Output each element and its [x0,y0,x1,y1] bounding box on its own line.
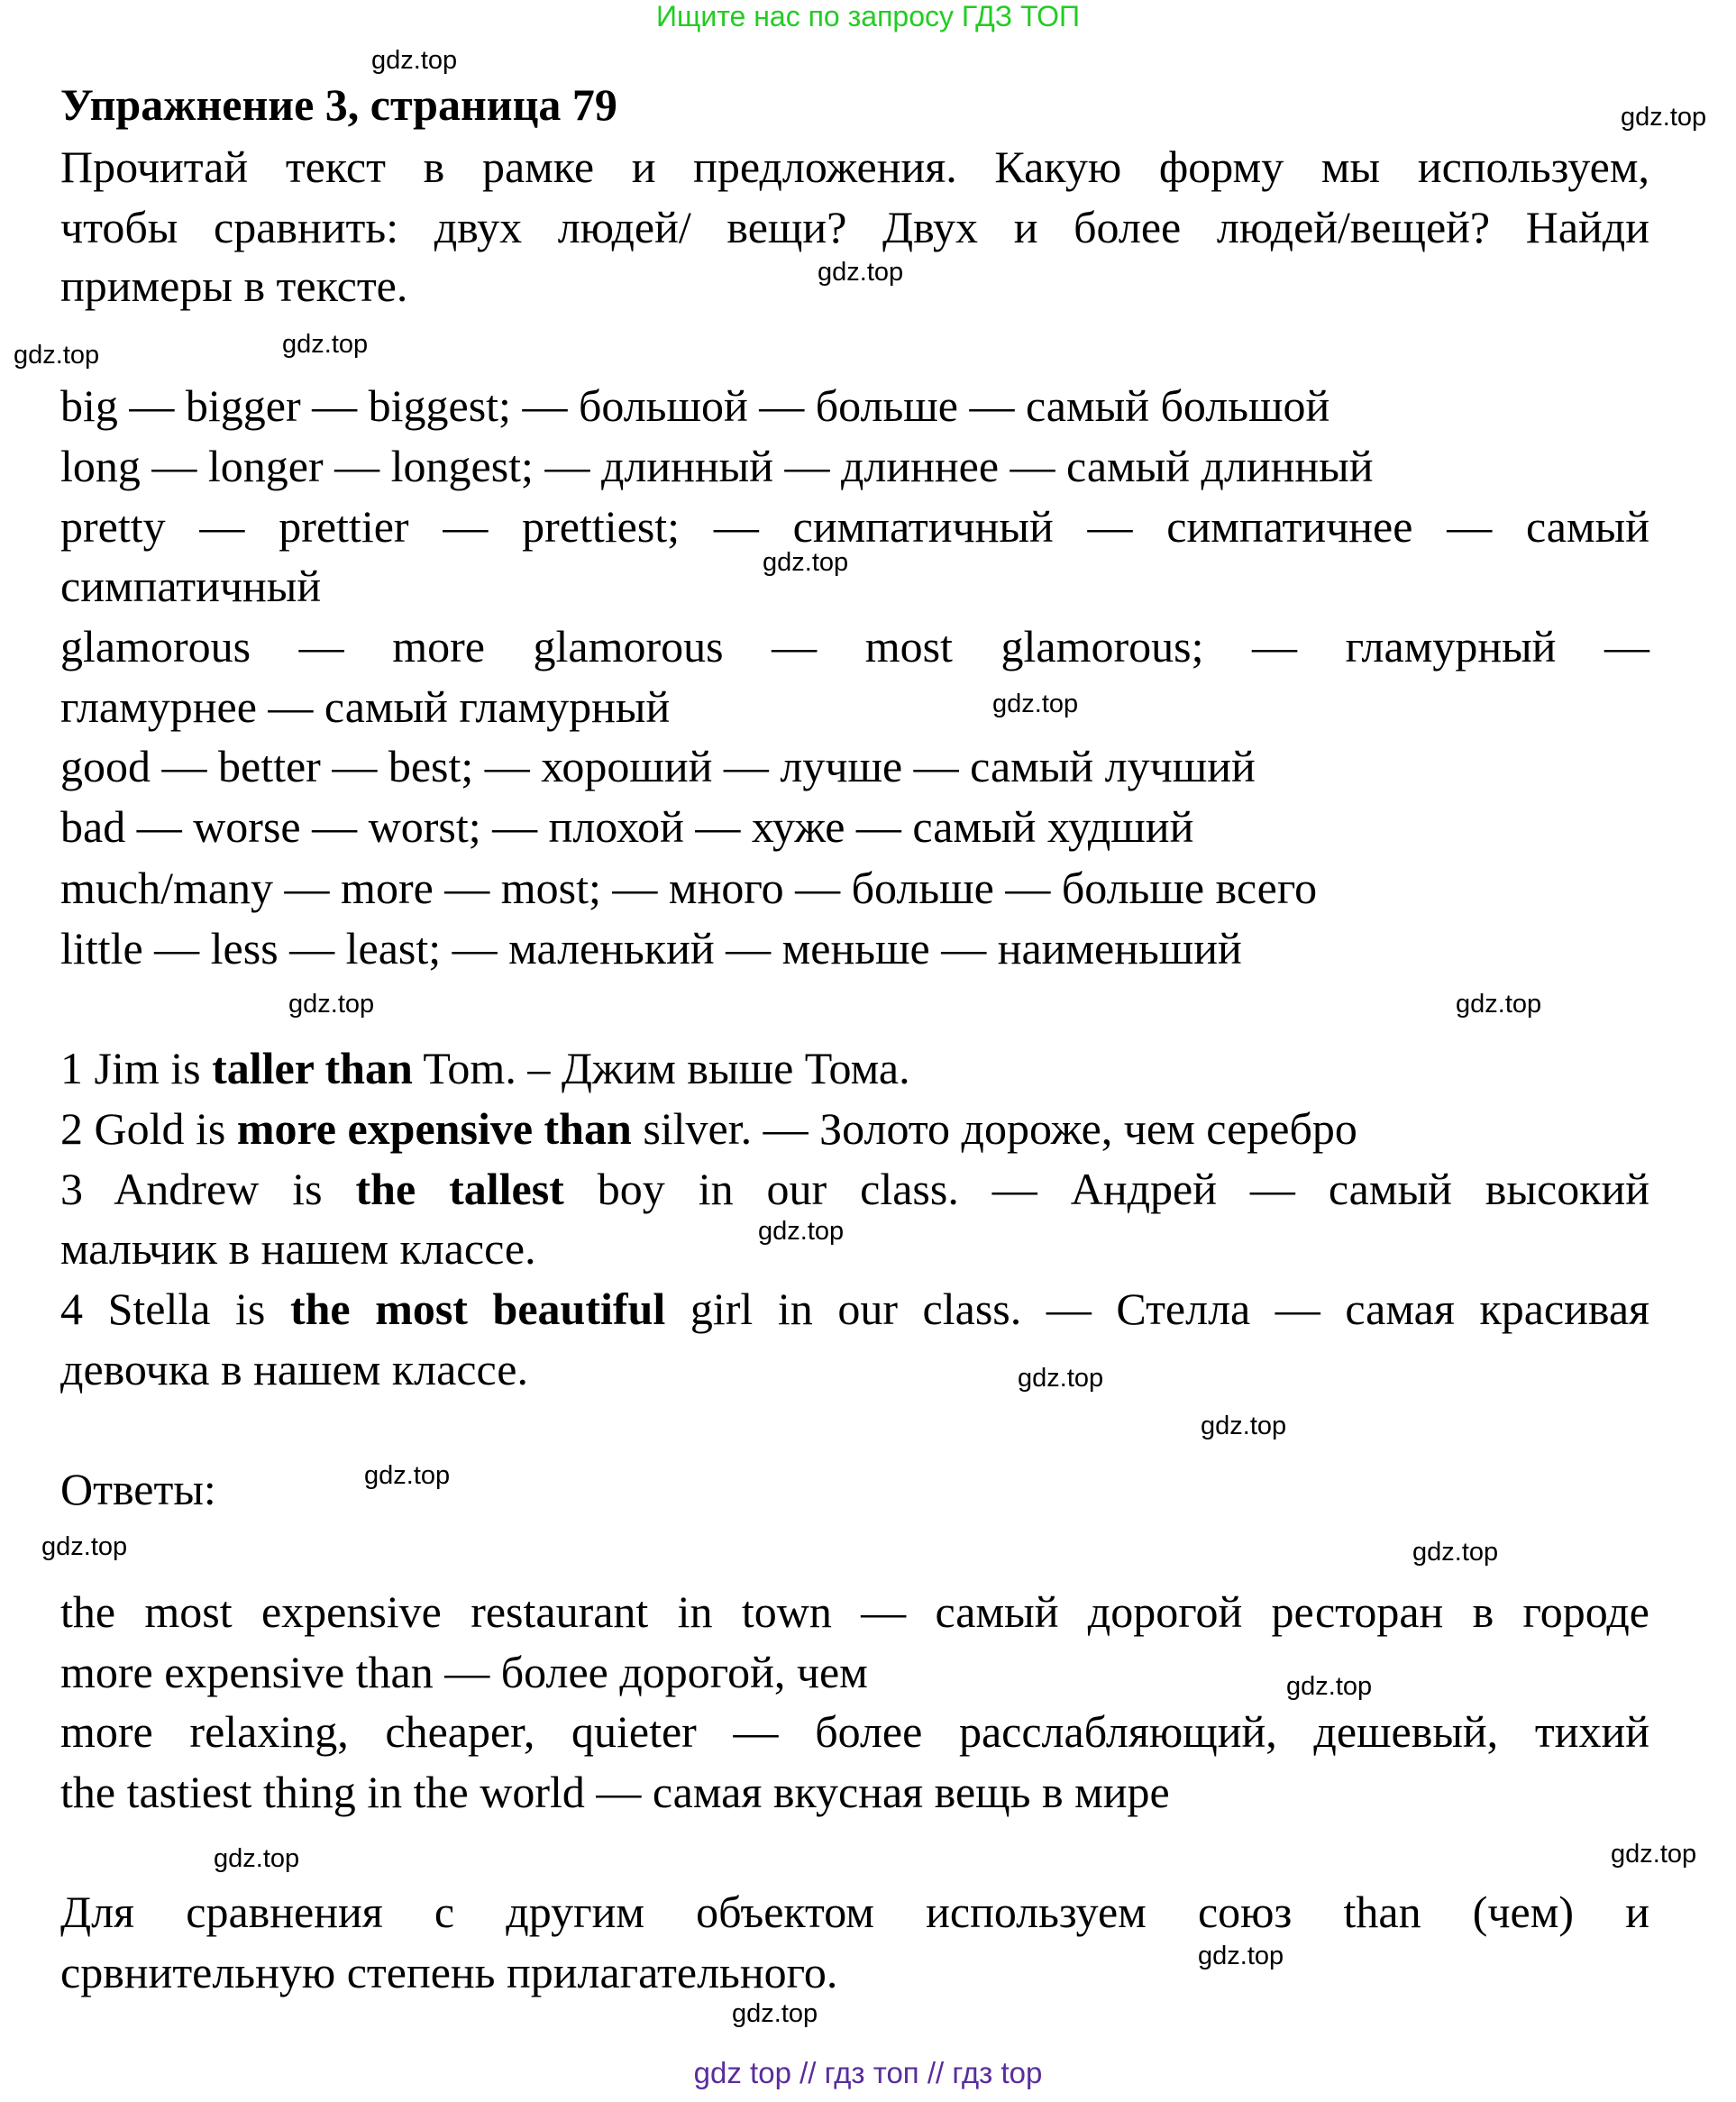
word-form-line [60,736,1649,796]
text-segment: big — bigger — biggest; — большой — больше — самый большой [60,380,1330,431]
example-line [60,1279,1649,1339]
answer-line [60,1582,1649,1641]
bold-phrase: the most beautiful [289,1284,666,1334]
watermark-text: gdz.top [1412,1538,1499,1567]
watermark-text: gdz.top [364,1461,451,1490]
footer-links[interactable]: gdz top // гдз топ // гдз top [693,2056,1043,2089]
search-banner[interactable]: Ищите нас по запросу ГДЗ ТОП [656,0,1080,32]
example-line [60,1219,1649,1278]
watermark-text: gdz.top [14,341,100,370]
text-segment: девочка в нашем классе. [60,1344,528,1394]
text-segment: more relaxing, cheaper, quieter — более расслабляющий, дешевый, тихий [60,1706,1649,1757]
watermark-text: gdz.top [1621,103,1707,132]
text-segment: 3 Andrew is [60,1164,356,1214]
watermark-text: gdz.top [992,690,1079,718]
watermark-text: gdz.top [41,1532,128,1561]
conclusion-line [60,1882,1649,1942]
watermark-text: gdz.top [371,46,458,75]
watermark-text: gdz.top [1286,1672,1373,1701]
text-segment: 2 Gold is [60,1103,237,1154]
word-form-line [60,436,1649,496]
text-segment: good — better — best; — хороший — лучше — самый лучший [60,741,1256,791]
watermark-text: gdz.top [763,548,849,577]
instruction-line [60,137,1649,196]
word-form-line [60,677,1649,736]
watermark-text: gdz.top [214,1844,300,1873]
text-segment: примеры в тексте. [60,260,408,311]
text-segment: симпатичный [60,561,322,611]
watermark-text: gdz.top [818,258,904,287]
answer-line [60,1762,1649,1822]
word-form-line [60,617,1649,676]
watermark-text: gdz.top [1456,990,1542,1019]
text-segment: чтобы сравнить: двух людей/ вещи? Двух и более людей/вещей? Найди [60,202,1649,252]
text-segment: the most expensive restaurant in town — самый дорогой ресторан в городе [60,1586,1649,1637]
watermark-text: gdz.top [1201,1412,1287,1440]
text-segment: silver. — Золото дороже, чем серебро [631,1103,1357,1154]
bold-phrase: the tallest [355,1164,564,1214]
watermark-text: gdz.top [732,1999,818,2028]
example-line [60,1038,1649,1098]
answers-heading [60,1459,1649,1519]
text-segment: 4 Stella is [60,1284,290,1334]
text-segment: срвнительную степень прилагательного. [60,1947,838,1997]
watermark-text: gdz.top [288,990,375,1019]
text-segment: boy in our class. — Андрей — самый высокий [563,1164,1649,1214]
answer-line [60,1642,1649,1702]
word-form-line [60,797,1649,856]
watermark-text: gdz.top [1198,1942,1284,1970]
watermark-text: gdz.top [758,1217,845,1246]
text-segment: much/many — more — most; — много — больше — больше всего [60,863,1318,913]
text-segment: гламурнее — самый гламурный [60,681,671,732]
word-form-line [60,497,1649,556]
text-segment: the tastiest thing in the world — самая вкусная вещь в мире [60,1767,1170,1817]
text-segment: Для сравнения с другим объектом используем союз than (чем) и [60,1887,1649,1937]
page-title: Упражнение 3, страница 79 [60,79,617,130]
text-segment: Прочитай текст в рамке и предложения. Какую форму мы используем, [60,142,1649,192]
conclusion-line [60,1942,1649,2002]
word-form-line [60,556,1649,616]
text-segment: Ответы: [60,1464,216,1514]
example-line [60,1099,1649,1158]
bold-phrase: taller than [212,1043,413,1093]
watermark-text: gdz.top [282,330,369,359]
text-segment: Tom. – Джим выше Тома. [412,1043,910,1093]
answer-line [60,1702,1649,1761]
word-form-line [60,376,1649,435]
text-segment: glamorous — more glamorous — most glamorous; — гламурный — [60,621,1649,672]
text-segment: more expensive than — более дорогой, чем [60,1647,868,1697]
text-segment: мальчик в нашем классе. [60,1223,536,1274]
watermark-text: gdz.top [1018,1364,1104,1393]
example-line [60,1159,1649,1219]
bold-phrase: more expensive than [236,1103,632,1154]
word-form-line [60,918,1649,978]
text-segment: bad — worse — worst; — плохой — хуже — самый худший [60,801,1194,852]
text-segment: 1 Jim is [60,1043,213,1093]
example-line [60,1339,1649,1399]
instruction-line [60,197,1649,257]
word-form-line [60,858,1649,918]
text-segment: pretty — prettier — prettiest; — симпатичный — симпатичнее — самый [60,501,1649,552]
watermark-text: gdz.top [1611,1840,1697,1869]
text-segment: little — less — least; — маленький — меньше — наименьший [60,923,1242,973]
text-segment: girl in our class. — Стелла — самая красивая [665,1284,1650,1334]
text-segment: long — longer — longest; — длинный — длиннее — самый длинный [60,441,1374,491]
